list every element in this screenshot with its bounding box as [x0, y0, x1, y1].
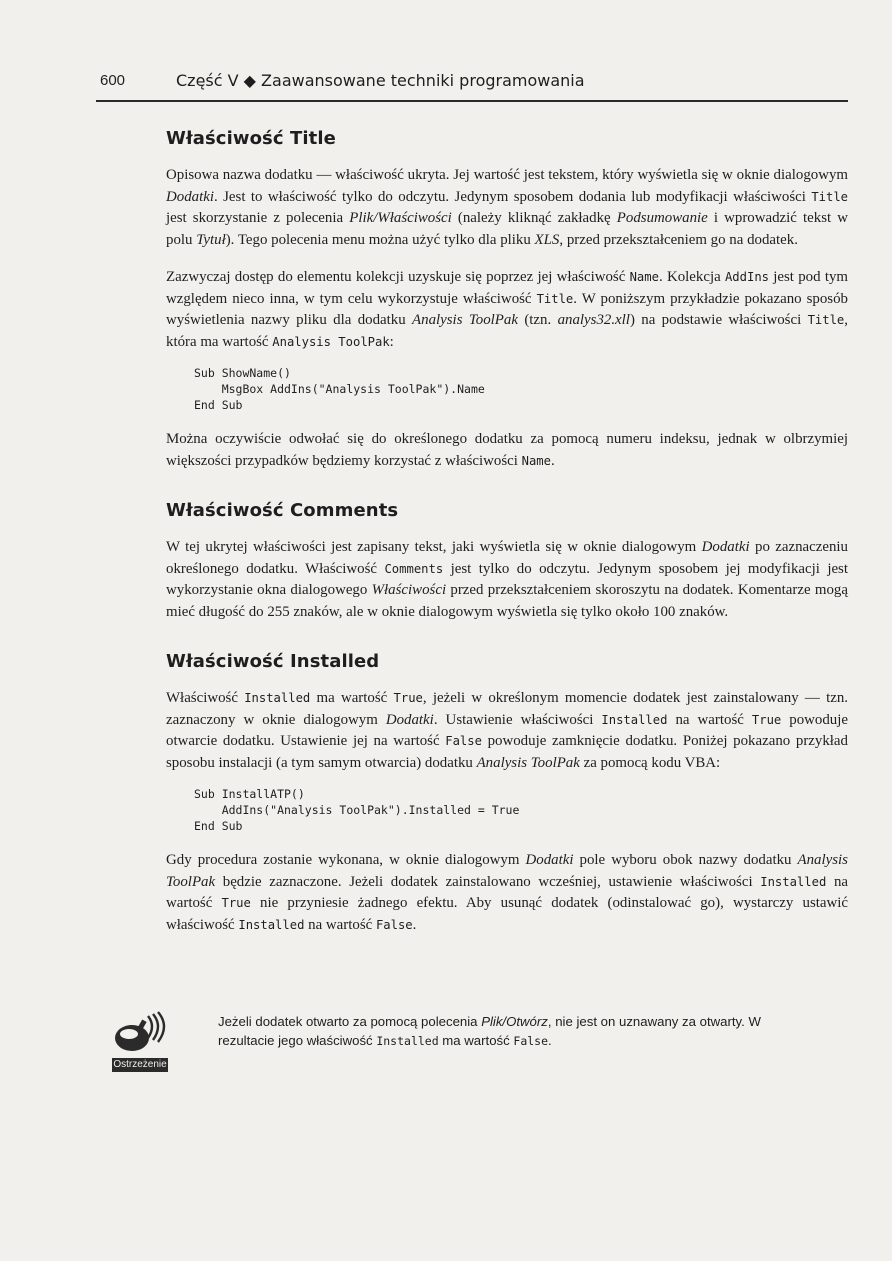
warning-label: Ostrzeżenie	[113, 1059, 167, 1070]
title-paragraph-1: Opisowa nazwa dodatku — właściwość ukryta. Jej wartość jest tekstem, który wyświetla się w oknie dialogowym Dodatki. Jest to właściwość tylko do odczytu. Jedynym sposobem dodania lub modyfikacji właściwości Title jest skorzystanie z polecenia Plik/Właściwości (należy kliknąć zakładkę Podsumowanie i wprowadzić tekst w polu Tytuł). Tego polecenia menu można użyć tylko dla pliku XLS, przed przekształceniem go na dodatek.	[166, 167, 849, 248]
heading-title-property: Właściwość Title	[166, 128, 336, 149]
installed-paragraph-1: Właściwość Installed ma wartość True, jeżeli w określonym momencie dodatek jest zainstalowany — tzn. zaznaczony w oknie dialogowym Dodatki. Ustawienie właściwości Installed na wartość True powoduje otwarcie dodatku. Ustawienie jej na wartość False powoduje zamknięcie dodatku. Poniżej pokazano przykład sposobu instalacji (a tym samym otwarcia) dodatku Analysis ToolPak za pomocą kodu VBA:	[166, 690, 849, 771]
running-title: Część V ◆ Zaawansowane techniki programowania	[176, 71, 585, 90]
installed-paragraph-2: Gdy procedura zostanie wykonana, w oknie dialogowym Dodatki pole wyboru obok nazwy dodatku Analysis ToolPak będzie zaznaczone. Jeżeli dodatek zainstalowano wcześniej, ustawienie właściwości Installed na wartość True nie przyniesie żadnego efektu. Aby usunąć dodatek (odinstalować go), wystarczy ustawić właściwość Installed na wartość False.	[166, 852, 849, 933]
warning-text: Jeżeli dodatek otwarto za pomocą polecenia Plik/Otwórz, nie jest on uznawany za otwarty. W rezultacie jego właściwość Installed ma wartość False.	[218, 1014, 761, 1048]
code-install-atp: Sub InstallATP() AddIns("Analysis ToolPak").Installed = True End Sub	[194, 787, 520, 833]
page-content	[166, 128, 848, 952]
heading-comments-property: Właściwość Comments	[166, 500, 399, 521]
title-paragraph-3: Można oczywiście odwołać się do określonego dodatku za pomocą numeru indeksu, jednak w olbrzymiej większości przypadków będziemy korzystać z właściwości Name.	[166, 431, 848, 469]
page-number: 600	[100, 72, 126, 89]
code-show-name: Sub ShowName() MsgBox AddIns("Analysis ToolPak").Name End Sub	[194, 366, 485, 412]
heading-installed-property: Właściwość Installed	[166, 651, 380, 672]
comments-paragraph-1: W tej ukrytej właściwości jest zapisany tekst, jaki wyświetla się w oknie dialogowym Dodatki po zaznaczeniu określonego dodatku. Właściwość Comments jest tylko do odczytu. Jedynym sposobem jej modyfikacji jest wykorzystanie okna dialogowego Właściwości przed przekształceniem skoroszytu na dodatek. Komentarze mogą mieć długość do 255 znaków, ale w oknie dialogowym wyświetla się tylko około 100 znaków.	[166, 539, 849, 620]
page-header	[96, 60, 848, 102]
title-paragraph-2: Zazwyczaj dostęp do elementu kolekcji uzyskuje się poprzez jej właściwość Name. Kolekcja AddIns jest pod tym względem nieco inna, w tym celu wykorzystuje właściwość Title. W poniższym przykładzie pokazano sposób wyświetlenia nazwy pliku dla dodatku Analysis ToolPak (tzn. analys32.xll) na podstawie właściwości Title, która ma wartość Analysis ToolPak:	[166, 269, 848, 350]
